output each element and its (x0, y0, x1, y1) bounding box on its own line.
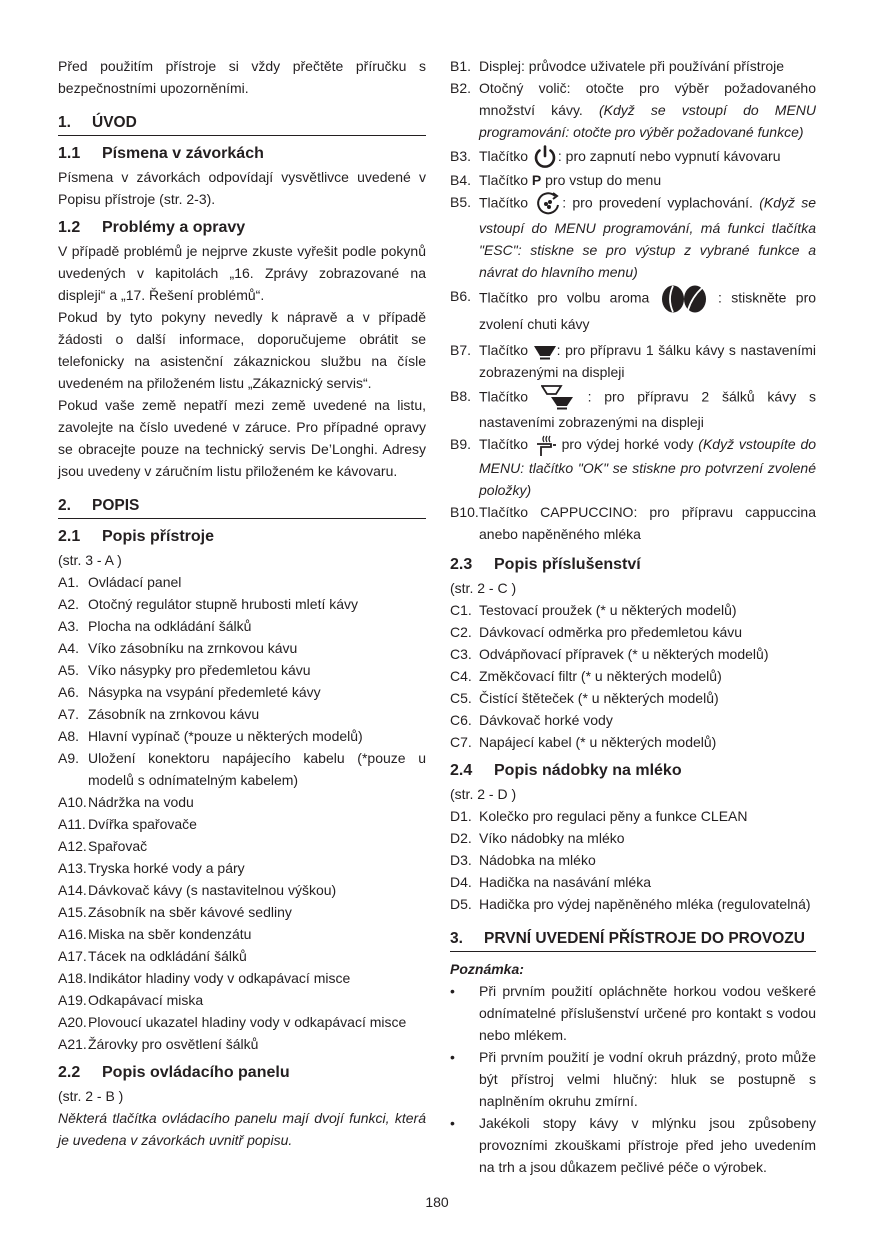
bullet-icon: • (450, 1048, 455, 1065)
part-list-item (58, 901, 426, 923)
item-text: Víko nádobky na mléko (479, 829, 625, 846)
list-item-b4 (450, 169, 816, 191)
section-2-3-heading (450, 553, 816, 577)
item-label: B5. (450, 194, 472, 211)
item-text: Ovládací panel (88, 574, 182, 590)
accessories-list (450, 599, 816, 753)
item-text: Miska na sběr kondenzátu (88, 926, 252, 942)
bullet-text: Jakékoli stopy kávy v mlýnku jsou způsobeny provozními zkouškami přístroje před jeho uvedením na trh a jsou důkazem pečlivé péče o výrobek. (479, 1114, 816, 1175)
two-cups-icon (541, 385, 575, 411)
item-label: C7. (450, 733, 472, 750)
item-text: Hadička na nasávání mléka (479, 873, 651, 890)
section-1-heading (58, 113, 426, 136)
section-1-2-heading (58, 216, 426, 240)
item-body (479, 339, 816, 383)
list-item-b2 (450, 77, 816, 143)
item-text: Displej: průvodce uživatele při používání přístroje (479, 58, 785, 74)
item-text: Tlačítko pro volbu aroma (479, 290, 650, 306)
item-text: : pro provedení vyplachování. (562, 195, 753, 211)
item-text: pro výdej horké vody (561, 436, 694, 453)
section-number: 2.3 (450, 555, 473, 573)
item-text: Otočný regulátor stupně hrubosti mletí kávy (88, 596, 359, 612)
coffee-beans-icon (659, 285, 709, 313)
list-item-b9 (450, 433, 816, 500)
item-label: D2. (450, 829, 472, 846)
item-body (479, 143, 816, 169)
part-list-item (58, 923, 426, 945)
item-label: A13. (58, 860, 87, 876)
item-label: B7. (450, 342, 472, 359)
item-note: (Když vstoupíte do MENU: tlačítko "OK" se stiskne pro potvrzení zvolené položky) (479, 436, 817, 498)
bullet-text: Při prvním použití je vodní okruh prázdný, proto může být přístroj velmi hlučný: hluk se postupně s naplněním okruhu zmírní. (479, 1048, 816, 1109)
list-item-b5 (450, 191, 816, 283)
milk-container-list (450, 805, 816, 915)
part-list-item (58, 571, 426, 593)
item-label: B10. (450, 503, 479, 520)
part-list-item (58, 835, 426, 857)
list-item-b8 (450, 385, 816, 433)
part-list-item (58, 791, 426, 813)
item-label: A6. (58, 684, 80, 700)
item-text: Tlačítko (479, 389, 529, 405)
item-text: Tryska horké vody a páry (88, 860, 245, 876)
item-text: Hlavní vypínač (*pouze u některých modelů) (88, 728, 363, 744)
item-label: D1. (450, 807, 472, 824)
item-label: B6. (450, 288, 472, 305)
item-text: Napájecí kabel (* u některých modelů) (479, 733, 717, 750)
item-text: Nádobka na mléko (479, 851, 596, 868)
part-list-item (58, 1011, 426, 1033)
item-label: A20. (58, 1014, 87, 1030)
item-body (479, 385, 816, 433)
section-2-heading (58, 496, 426, 519)
section-title: Popis příslušenství (494, 555, 641, 573)
item-label: C3. (450, 645, 472, 662)
item-label: B4. (450, 172, 472, 189)
item-text: Tlačítko (479, 342, 529, 359)
item-text: Tlačítko (479, 148, 529, 164)
section-1-1-heading (58, 142, 426, 166)
item-label: B8. (450, 388, 472, 405)
section-number: 2.4 (450, 761, 473, 779)
item-label: D4. (450, 873, 472, 890)
item-text: : pro přípravu 1 šálku kávy s nastaveními zobrazenými na displeji (479, 342, 817, 381)
section-title: Popis ovládacího panelu (102, 1064, 290, 1081)
section-2-1-heading (58, 525, 426, 549)
item-note: (Když se vstoupí do MENU programování, má funkci tlačítka "ESC": stiskne se pro výstup z vybrané funkce a návrat do hlavního menu) (479, 195, 816, 281)
p-key-label: P (531, 172, 542, 189)
item-text: Násypka na vsypání předemleté kávy (88, 684, 321, 700)
part-list-item (58, 615, 426, 637)
item-label: A18. (58, 970, 87, 986)
item-label: A7. (58, 706, 80, 722)
one-cup-icon (533, 343, 557, 361)
page-reference: (str. 2 - B ) (58, 1088, 124, 1104)
part-list-item (58, 945, 426, 967)
item-label: B9. (450, 436, 472, 453)
item-label: A14. (58, 882, 87, 898)
bullet-item (450, 1112, 816, 1178)
item-label: D5. (450, 895, 472, 912)
part-list-item (58, 659, 426, 681)
item-label: A2. (58, 596, 80, 612)
section-number: 1.2 (58, 219, 81, 236)
list-item-b1 (450, 55, 816, 77)
item-label: B1. (450, 58, 472, 74)
item-label: A17. (58, 948, 87, 964)
section-1-2-paragraph: V případě problémů je nejprve zkuste vyřešit podle pokynů uvedených v kapitolách „16. Zprávy zobrazované na displeji“ a „17. Řešení problémů“. (58, 243, 426, 303)
list-item-b7 (450, 339, 816, 383)
power-icon (532, 145, 558, 169)
item-body (479, 77, 816, 143)
section-number: 2.2 (58, 1064, 81, 1081)
item-text: Dávkovač kávy (s nastavitelnou výškou) (88, 882, 337, 898)
item-text: Dávkovač horké vody (479, 711, 613, 728)
milk-part-list-item (450, 849, 816, 871)
item-label: C1. (450, 601, 472, 618)
item-text: Tácek na odkládání šálků (88, 948, 247, 964)
section-number: 2.1 (58, 528, 81, 545)
rinse-icon (534, 191, 562, 217)
item-text: Tlačítko (479, 195, 529, 211)
item-label: A4. (58, 640, 80, 656)
accessory-list-item (450, 643, 816, 665)
list-item-b10 (450, 501, 816, 545)
list-item-b3 (450, 143, 816, 169)
item-label: A19. (58, 992, 87, 1008)
item-label: A8. (58, 728, 80, 744)
section-title: Písmena v závorkách (102, 145, 264, 162)
item-label: A5. (58, 662, 80, 678)
item-text: Plovoucí ukazatel hladiny vody v odkapávací misce (88, 1014, 407, 1030)
page-reference: (str. 2 - C ) (450, 579, 517, 596)
section-number: 3. (450, 929, 463, 947)
item-text: Zásobník na sběr kávové sedliny (88, 904, 292, 920)
item-text: : pro přípravu 2 šálků kávy s nastaveními zobrazenými na displeji (479, 389, 816, 431)
item-label: C4. (450, 667, 472, 684)
item-text: Tlačítko CAPPUCCINO: pro přípravu cappuccina anebo napěněného mléka (479, 503, 816, 542)
item-label: A15. (58, 904, 87, 920)
hot-water-icon (533, 435, 557, 457)
section-title: Popis nádobky na mléko (494, 761, 682, 779)
item-text: Změkčovací filtr (* u některých modelů) (479, 667, 722, 684)
page-reference: (str. 3 - A ) (58, 552, 122, 568)
item-label: A9. (58, 750, 80, 766)
section-number: 1.1 (58, 145, 81, 162)
item-text: Otočný volič: otočte pro výběr požadovaného množství kávy. (479, 80, 816, 118)
item-label: D3. (450, 851, 472, 868)
section-number: 1. (58, 114, 71, 131)
item-text: Tlačítko (479, 172, 529, 189)
item-text: pro vstup do menu (545, 172, 662, 189)
section-1-2-paragraph: Pokud by tyto pokyny nevedly k nápravě a v případě žádosti o další informace, doporučujeme obrátit se telefonicky na asistenční zákaznickou službu na čísle uvedeném na přiloženém listu „Zákaznický servis“. (58, 309, 426, 391)
item-text: Dávkovací odměrka pro předemletou kávu (479, 623, 743, 640)
accessory-list-item (450, 709, 816, 731)
appliance-parts-list (58, 571, 426, 1055)
item-text: Kolečko pro regulaci pěny a funkce CLEAN (479, 807, 748, 824)
part-list-item (58, 703, 426, 725)
item-label: B2. (450, 80, 472, 96)
part-list-item (58, 681, 426, 703)
item-text: Odkapávací miska (88, 992, 204, 1008)
accessory-list-item (450, 621, 816, 643)
part-list-item (58, 637, 426, 659)
item-text: : stiskněte pro zvolení chuti kávy (479, 290, 817, 333)
accessory-list-item (450, 599, 816, 621)
intro-text: Před použitím přístroje si vždy přečtěte příručku s bezpečnostními upozorněními. (58, 58, 426, 96)
item-text: Spařovač (88, 838, 148, 854)
item-note: (Když se vstoupí do MENU programování: otočte pro výběr požadované funkce) (479, 102, 816, 140)
milk-part-list-item (450, 893, 816, 915)
control-panel-note: Některá tlačítka ovládacího panelu mají dvojí funkci, která je uvedena v závorkách uvnitř popisu. (58, 1110, 426, 1148)
bullet-item (450, 1046, 816, 1112)
section-1-1-text: Písmena v závorkách odpovídají vysvětlivce uvedené v Popisu přístroje (str. 2-3). (58, 169, 426, 207)
part-list-item (58, 967, 426, 989)
section-title: ÚVOD (92, 114, 137, 131)
item-text: Hadička pro výdej napěněného mléka (regulovatelná) (479, 895, 811, 912)
section-title: POPIS (92, 497, 140, 514)
item-text: Dvířka spařovače (88, 816, 197, 832)
item-label: A1. (58, 574, 80, 590)
section-title: Problémy a opravy (102, 219, 246, 236)
accessory-list-item (450, 665, 816, 687)
item-label: A16. (58, 926, 87, 942)
item-label: A3. (58, 618, 80, 634)
part-list-item (58, 857, 426, 879)
item-text: Testovací proužek (* u některých modelů) (479, 601, 737, 618)
milk-part-list-item (450, 805, 816, 827)
item-body (479, 285, 816, 335)
item-text: Čistící štěteček (* u některých modelů) (479, 689, 719, 706)
note-label: Poznámka: (450, 960, 524, 977)
right-column (450, 55, 816, 1178)
part-list-item (58, 989, 426, 1011)
item-text: Indikátor hladiny vody v odkapávací misce (88, 970, 351, 986)
item-label: C2. (450, 623, 472, 640)
item-text: Víko násypky pro předemletou kávu (88, 662, 311, 678)
section-title: Popis přístroje (102, 528, 215, 545)
accessory-list-item (450, 731, 816, 753)
item-text: Plocha na odkládání šálků (88, 618, 252, 634)
section-2-4-heading (450, 759, 816, 783)
item-label: A10. (58, 794, 87, 810)
left-column (58, 55, 426, 1151)
page-number: 180 (425, 1194, 449, 1210)
part-list-item (58, 747, 426, 791)
part-list-item (58, 813, 426, 835)
part-list-item (58, 593, 426, 615)
list-item-b6 (450, 285, 816, 335)
bullet-text: Při prvním použití opláchněte horkou vodou veškeré odnímatelné příslušenství určené pro kontakt s vodou nebo mlékem. (479, 982, 816, 1043)
item-text: Žárovky pro osvětlení šálků (88, 1036, 259, 1052)
item-label: C5. (450, 689, 472, 706)
section-number: 2. (58, 497, 71, 514)
item-text: Tlačítko (479, 436, 529, 453)
first-use-bullets (450, 980, 816, 1178)
item-text: : pro zapnutí nebo vypnutí kávovaru (557, 148, 781, 164)
item-text: Uložení konektoru napájecího kabelu (*pouze u modelů s odnímatelným kabelem) (88, 750, 426, 788)
section-2-2-heading (58, 1061, 426, 1085)
accessory-list-item (450, 687, 816, 709)
bullet-item (450, 980, 816, 1046)
part-list-item (58, 1033, 426, 1055)
item-text: Zásobník na zrnkovou kávu (88, 706, 260, 722)
item-label: A11. (58, 816, 86, 832)
item-label: A21. (58, 1036, 87, 1052)
item-label: C6. (450, 711, 472, 728)
item-body (479, 433, 816, 500)
section-3-heading (450, 929, 816, 952)
item-body (479, 169, 816, 191)
part-list-item (58, 725, 426, 747)
bullet-icon: • (450, 1114, 455, 1131)
milk-part-list-item (450, 827, 816, 849)
part-list-item (58, 879, 426, 901)
page-reference: (str. 2 - D ) (450, 785, 517, 802)
item-text: Nádržka na vodu (88, 794, 194, 810)
item-label: A12. (58, 838, 87, 854)
item-text: Odvápňovací přípravek (* u některých modelů) (479, 645, 769, 662)
item-body (479, 191, 816, 283)
bullet-icon: • (450, 982, 455, 999)
item-label: B3. (450, 148, 472, 164)
section-title: PRVNÍ UVEDENÍ PŘÍSTROJE DO PROVOZU (484, 929, 805, 947)
section-1-2-paragraph: Pokud vaše země nepatří mezi země uvedené na listu, zavolejte na číslo uvedené v záruce. Pro případné opravy se obracejte pouze na technický servis De’Longhi. Adresy jsou uvedeny v záručním listu přiloženém ke kávovaru. (58, 397, 426, 479)
item-text: Víko zásobníku na zrnkovou kávu (88, 640, 298, 656)
milk-part-list-item (450, 871, 816, 893)
